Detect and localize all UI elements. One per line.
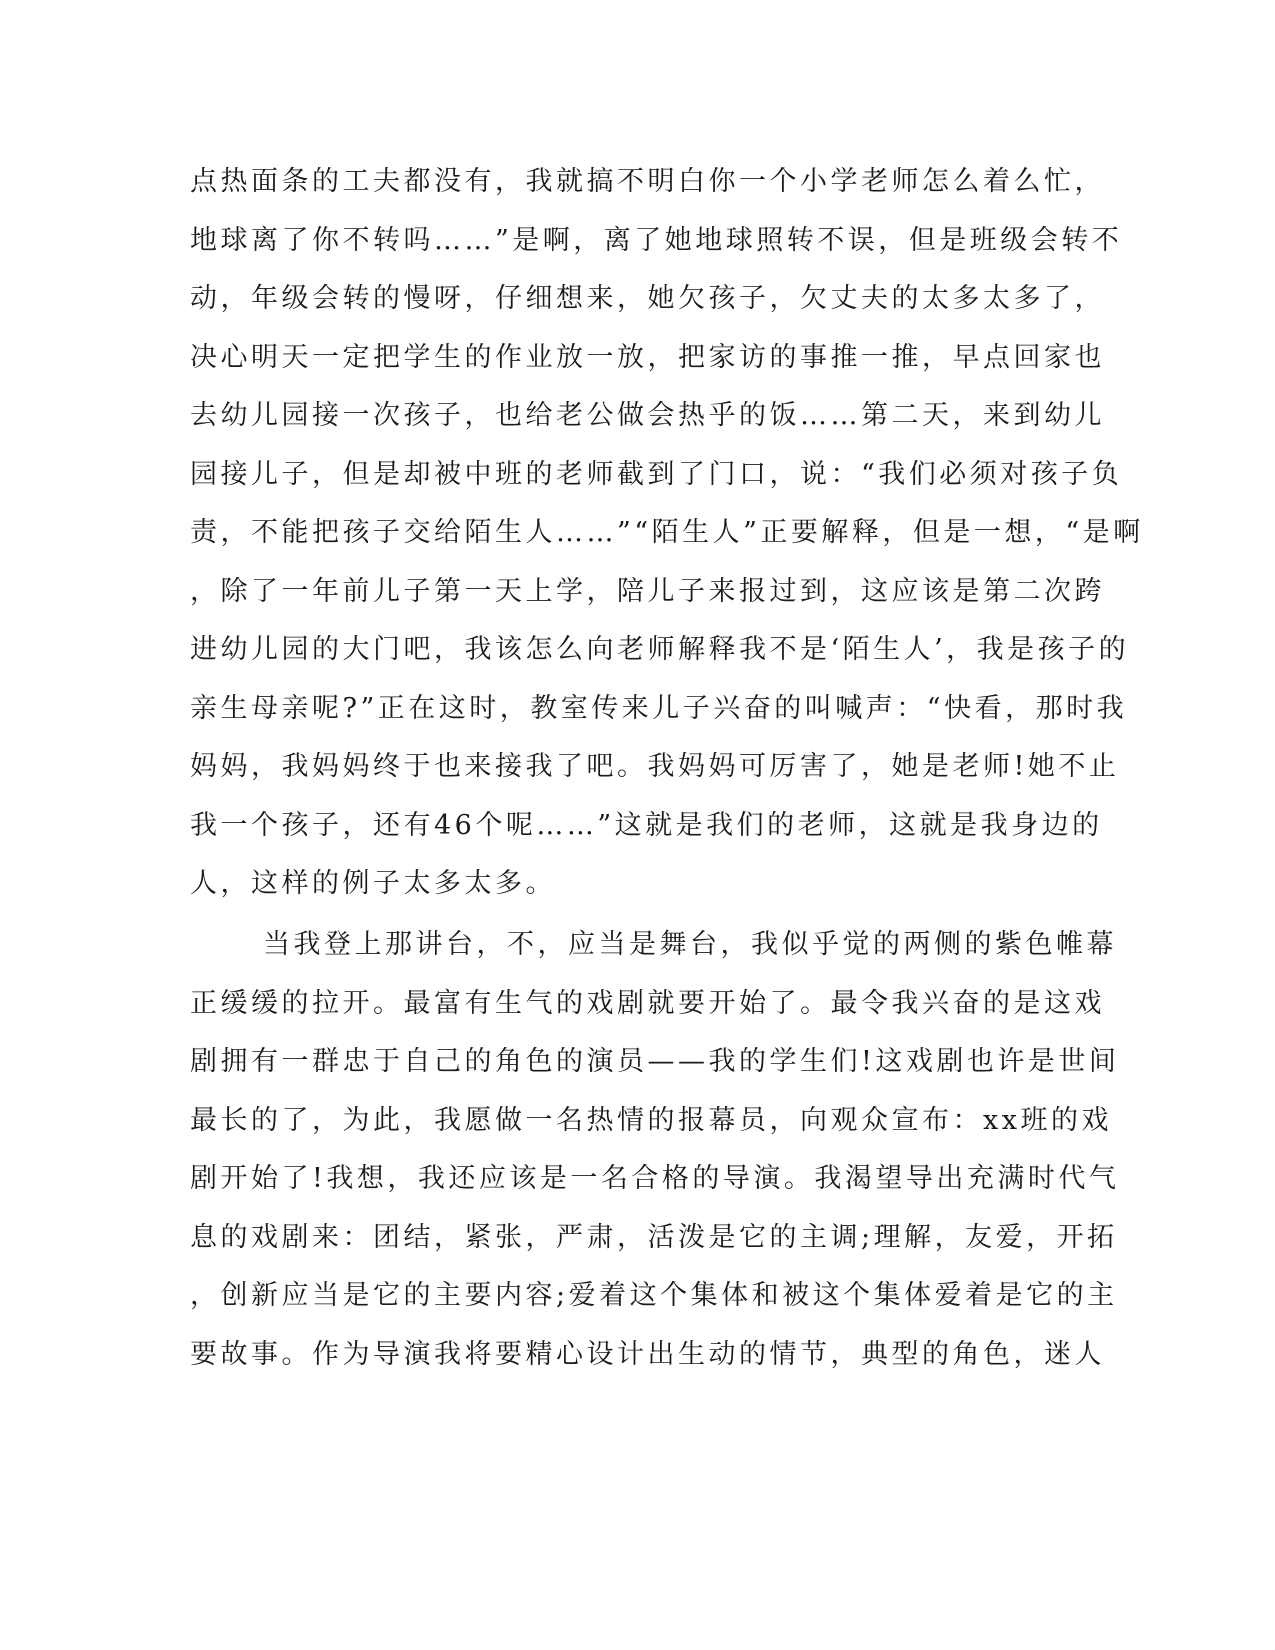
paragraph-story: [190, 153, 1144, 914]
text-line: 去幼儿园接一次孩子，也给老公做会热乎的饭……第二天，来到幼儿: [190, 400, 1105, 431]
text-line: 园接儿子，但是却被中班的老师截到了门口，说：“我们必须对孩子负: [190, 458, 1123, 490]
text-line: 要故事。作为导演我将要精心设计出生动的情节，典型的角色，迷人: [190, 1338, 1105, 1370]
text-line: 我一个孩子，还有46个呢……”这就是我们的老师，这就是我身边的: [190, 809, 1103, 841]
text-line: 最长的了，为此，我愿做一名热情的报幕员，向观众宣布：xx班的戏: [190, 1104, 1112, 1136]
text-line: 人，这样的例子太多太多。: [190, 868, 556, 899]
text-line: 妈妈，我妈妈终于也来接我了吧。我妈妈可厉害了，她是老师!她不止: [190, 751, 1120, 782]
text-line: 动，年级会转的慢呀，仔细想来，她欠孩子，欠丈夫的太多太多了，: [190, 283, 1105, 314]
text-line: ，创新应当是它的主要内容;爱着这个集体和被这个集体爱着是它的主: [190, 1280, 1118, 1311]
text-line: 亲生母亲呢?”正在这时，教室传来儿子兴奋的叫喊声：“快看，那时我: [190, 692, 1128, 724]
text-line: 地球离了你不转吗……”是啊，离了她地球照转不误，但是班级会转不: [190, 224, 1123, 256]
text-line: 正缓缓的拉开。最富有生气的戏剧就要开始了。最令我兴奋的是这戏: [190, 987, 1105, 1019]
text-line: 当我登上那讲台，不，应当是舞台，我似乎觉的两侧的紫色帷幕: [263, 929, 1117, 960]
text-line: 进幼儿园的大门吧，我该怎么向老师解释我不是‘陌生人’，我是孩子的: [190, 634, 1130, 665]
text-line: 息的戏剧来：团结，紧张，严肃，活泼是它的主调;理解，友爱，开拓: [190, 1221, 1118, 1253]
text-line: 责，不能把孩子交给陌生人……”“陌生人”正要解释，但是一想，“是啊: [190, 517, 1144, 548]
text-line: ，除了一年前儿子第一天上学，陪儿子来报过到，这应该是第二次跨: [190, 575, 1105, 607]
paragraph-stage: [190, 916, 1120, 1384]
text-line: 剧拥有一群忠于自己的角色的演员——我的学生们!这戏剧也许是世间: [190, 1046, 1120, 1077]
text-line: 点热面条的工夫都没有，我就搞不明白你一个小学老师怎么着么忙，: [190, 166, 1105, 197]
text-line: 决心明天一定把学生的作业放一放，把家访的事推一推，早点回家也: [190, 341, 1105, 373]
text-line: 剧开始了!我想，我还应该是一名合格的导演。我渴望导出充满时代气: [190, 1163, 1120, 1194]
